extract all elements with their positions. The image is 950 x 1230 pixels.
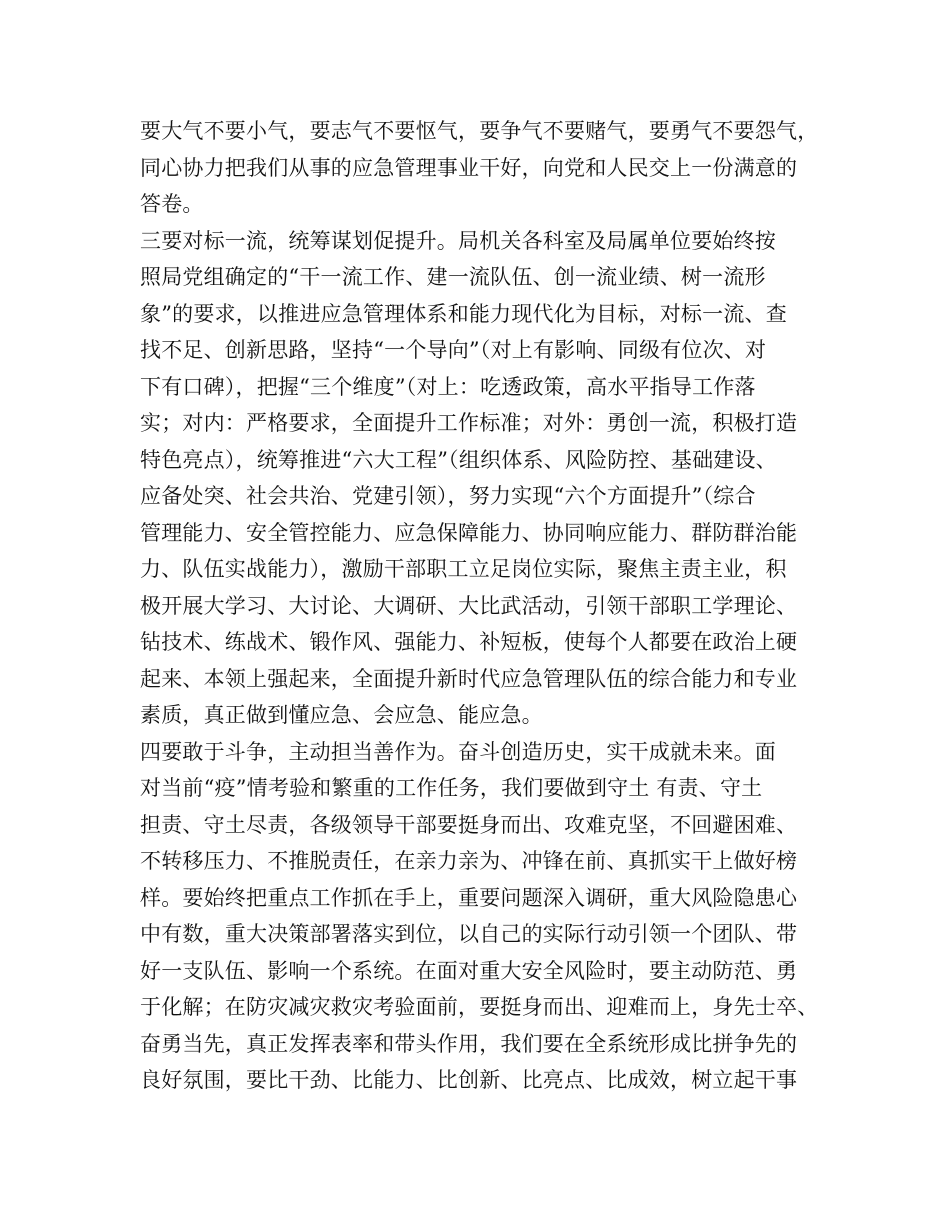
text-line: 要大气不要小气，要志气不要怄气，要争气不要赌气，要勇气不要怨气， <box>140 119 819 143</box>
text-line: 同心协力把我们从事的应急管理事业干好，向党和人民交上一份满意的 <box>140 156 798 180</box>
text-line: 素质，真正做到懂应急、会应急、能应急。 <box>140 703 543 727</box>
text-line: 极开展大学习、大讨论、大调研、大比武活动，引领干部职工学理论、 <box>140 594 798 618</box>
text-line: 应备处突、社会共治、党建引领），努力实现“六个方面提升”（综合 <box>140 484 756 508</box>
text-line: 实；对内：严格要求，全面提升工作标准；对外：勇创一流，积极打造 <box>140 411 798 435</box>
text-line: 答卷。 <box>140 192 204 216</box>
text-line: 象”的要求，以推进应急管理体系和能力现代化为目标，对标一流、查 <box>140 302 787 326</box>
paragraph-start-line: 四要敢于斗争，主动担当善作为。奋斗创造历史，实干成就未来。面 <box>140 740 776 764</box>
text-line: 好一支队伍、影响一个系统。在面对重大安全风险时，要主动防范、勇 <box>140 959 798 983</box>
text-line: 特色亮点），统筹推进“六大工程”（组织体系、风险防控、基础建设、 <box>140 448 777 472</box>
text-line: 下有口碑），把握“三个维度”（对上：吃透政策，高水平指导工作落 <box>140 375 756 399</box>
text-line: 不转移压力、不推脱责任，在亲力亲为、冲锋在前、真抓实干上做好榜 <box>140 849 798 873</box>
text-line: 中有数，重大决策部署落实到位，以自己的实际行动引领一个团队、带 <box>140 922 798 946</box>
text-line: 于化解；在防灾减灾救灾考验面前，要挺身而出、迎难而上，身先士卒、 <box>140 995 819 1019</box>
text-line: 样。要始终把重点工作抓在手上，重要问题深入调研，重大风险隐患心 <box>140 886 798 910</box>
text-line: 找不足、创新思路，坚持“一个导向”（对上有影响、同级有位次、对 <box>140 338 767 362</box>
text-line: 照局党组确定的“干一流工作、建一流队伍、创一流业绩、树一流形 <box>140 265 766 289</box>
text-line: 起来、本领上强起来，全面提升新时代应急管理队伍的综合能力和专业 <box>140 667 798 691</box>
text-line: 担责、守土尽责，各级领导干部要挺身而出、攻难克坚，不回避困难、 <box>140 813 798 837</box>
text-line: 奋勇当先，真正发挥表率和带头作用，我们要在全系统形成比拼争先的 <box>140 1032 798 1056</box>
paragraph-start-line: 三要对标一流，统筹谋划促提升。局机关各科室及局属单位要始终按 <box>140 229 776 253</box>
text-line: 良好氛围，要比干劲、比能力、比创新、比亮点、比成效，树立起干事 <box>140 1068 798 1092</box>
text-line: 管理能力、安全管控能力、应急保障能力、协同响应能力、群防群治能 <box>140 521 798 545</box>
text-line: 力、队伍实战能力），激励干部职工立足岗位实际，聚焦主责主业，积 <box>140 557 787 581</box>
text-line: 对当前“疫”情考验和繁重的工作任务，我们要做到守土 有责、守土 <box>140 776 763 800</box>
text-line: 钻技术、练战术、锻作风、强能力、补短板，使每个人都要在政治上硬 <box>140 630 798 654</box>
